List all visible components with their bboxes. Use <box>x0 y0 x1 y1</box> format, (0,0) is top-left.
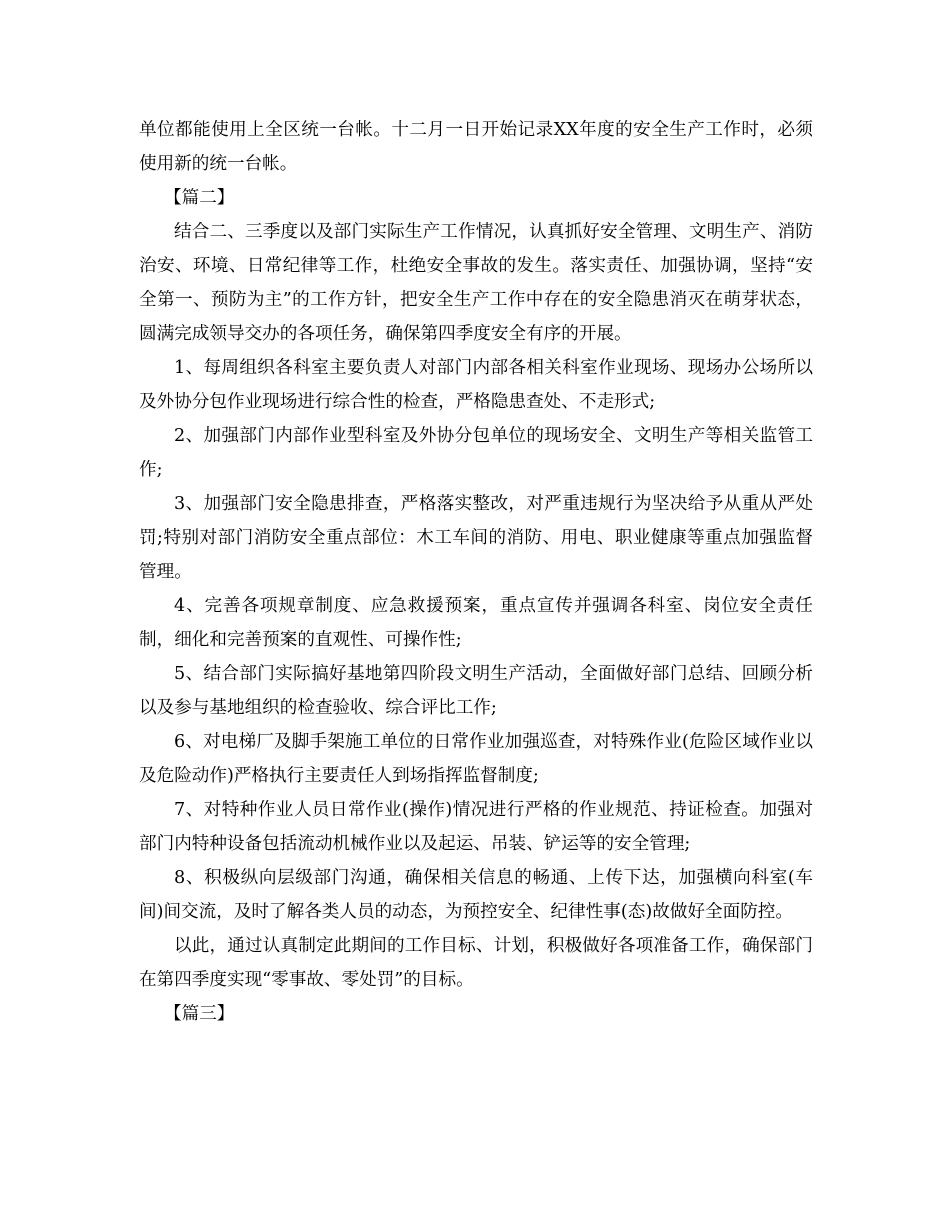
list-item-3: 3、加强部门安全隐患排查，严格落实整改，对严重违规行为坚决给予从重从严处罚;特别对部门消防安全重点部位：木工车间的消防、用电、职业健康等重点加强监督管理。 <box>139 494 813 582</box>
list-item-2: 2、加强部门内部作业型科室及外协分包单位的现场安全、文明生产等相关监管工作; <box>139 426 813 480</box>
list-item-4: 4、完善各项规章制度、应急救援预案，重点宣传并强调各科室、岗位安全责任制，细化和完善预案的直观性、可操作性; <box>139 596 813 650</box>
list-item-6: 6、对电梯厂及脚手架施工单位的日常作业加强巡查，对特殊作业(危险区域作业以及危险动作)严格执行主要责任人到场指挥监督制度; <box>139 732 813 786</box>
list-item-7: 7、对特种作业人员日常作业(操作)情况进行严格的作业规范、持证检查。加强对部门内特种设备包括流动机械作业以及起运、吊装、铲运等的安全管理; <box>139 800 813 854</box>
paragraph-intro: 单位都能使用上全区统一台帐。十二月一日开始记录XX年度的安全生产工作时，必须使用新的统一台帐。 <box>139 120 813 174</box>
list-item-1: 1、每周组织各科室主要负责人对部门内部各相关科室作业现场、现场办公场所以及外协分包作业现场进行综合性的检查，严格隐患查处、不走形式; <box>139 358 813 412</box>
list-item-8: 8、积极纵向层级部门沟通，确保相关信息的畅通、上传下达，加强横向科室(车间)间交流，及时了解各类人员的动态，为预控安全、纪律性事(态)故做好全面防控。 <box>139 868 813 922</box>
paragraph-summary: 结合二、三季度以及部门实际生产工作情况，认真抓好安全管理、文明生产、消防治安、环境、日常纪律等工作，杜绝安全事故的发生。落实责任、加强协调，坚持“安全第一、预防为主”的工作方针，把安全生产工作中存在的安全隐患消灭在萌芽状态，圆满完成领导交办的各项任务，确保第四季度安全有序的开展。 <box>139 222 813 344</box>
section-heading-2: 【篇二】 <box>164 188 235 208</box>
paragraph-conclusion: 以此，通过认真制定此期间的工作目标、计划，积极做好各项准备工作，确保部门在第四季度实现“零事故、零处罚”的目标。 <box>139 936 813 990</box>
document-page <box>139 113 813 1031</box>
section-heading-3: 【篇三】 <box>164 1004 235 1024</box>
list-item-5: 5、结合部门实际搞好基地第四阶段文明生产活动，全面做好部门总结、回顾分析以及参与基地组织的检查验收、综合评比工作; <box>139 664 813 718</box>
